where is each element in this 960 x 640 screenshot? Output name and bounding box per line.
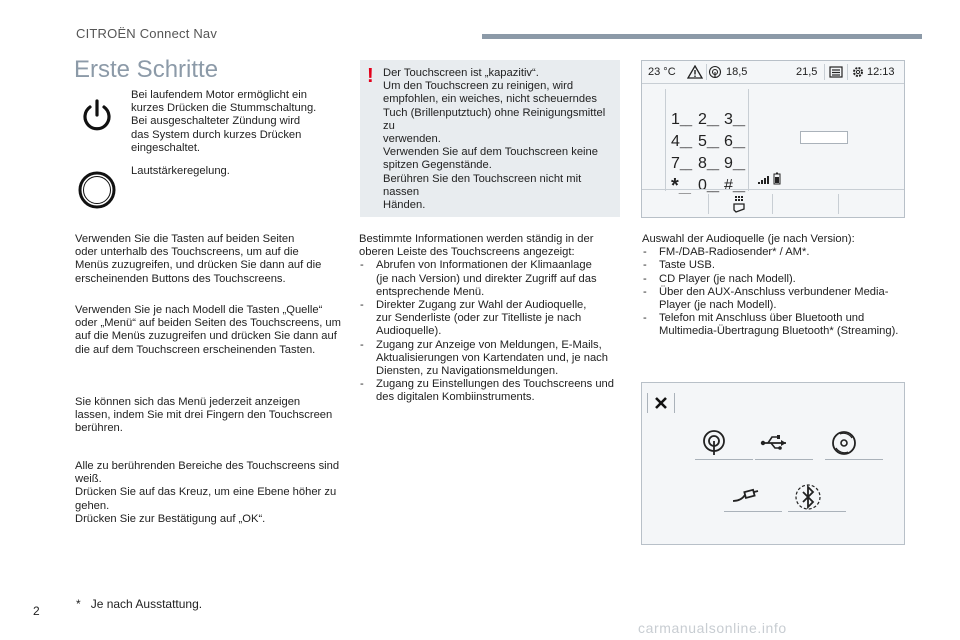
text-line: verwenden. (383, 133, 441, 146)
text-line: Player (je nach Modell). (659, 299, 777, 312)
keypad-key[interactable]: 0__ (698, 177, 720, 194)
text-line: Bestimmte Informationen werden ständig in der (359, 233, 594, 245)
text-line: Alle zu berührenden Bereiche des Touchscreens sind (75, 460, 340, 472)
keypad-key[interactable]: 2__ (698, 111, 720, 128)
keypad-key[interactable]: 9__ (724, 155, 746, 172)
header-title: CITROËN Connect Nav (76, 26, 218, 41)
battery-icon (773, 172, 781, 185)
text-line: Multimedia-Übertragung Bluetooth* (Streaming). (659, 325, 899, 338)
text-line: berühren. (75, 422, 123, 435)
keypad-key[interactable]: 5__ (698, 133, 720, 150)
text-line: gehen. (75, 499, 110, 512)
text-line: Verwenden Sie auf dem Touchscreen keine (383, 146, 598, 159)
text-line: oberen Leiste des Touchscreens angezeigt: (359, 246, 575, 259)
text-line: auf die Menüs zuzugreifen und drücken Sie dann auf (75, 330, 337, 343)
header-divider-bar (482, 34, 922, 39)
text-line: erscheinenden Buttons des Touchscreens. (75, 272, 286, 285)
source-underline (724, 511, 782, 512)
touchscreen-phone-illustration (641, 60, 905, 218)
text-line: - FM-/DAB-Radiosender* / AM*. (659, 246, 810, 259)
text-line: - CD Player (je nach Modell). (659, 272, 796, 285)
text-line: Berühren Sie den Touchscreen nicht mit nassen (383, 172, 582, 198)
dial-number-field[interactable] (800, 131, 848, 144)
text-line: Menüs zuzugreifen, und drücken Sie dann auf die (75, 259, 322, 272)
bar-divider (708, 194, 709, 214)
text-line: Diensten, zu Navigationsmeldungen. (376, 365, 559, 378)
text-line: empfohlen, ein weiches, nicht scheuerndes (383, 93, 597, 106)
volume-knob-icon (77, 170, 117, 210)
text-line: eingeschaltet. (131, 141, 201, 154)
paragraph-2 (75, 304, 360, 357)
list-item (642, 312, 932, 338)
keypad-key[interactable]: 7__ (671, 155, 693, 172)
list-item (359, 378, 629, 404)
bar-divider (674, 393, 675, 413)
touchscreen-source-illustration (641, 382, 905, 545)
footnote-mark: * (76, 597, 81, 611)
text-line: kurzes Drücken die Stummschaltung. (131, 102, 317, 115)
text-line: Bei laufendem Motor ermöglicht ein (131, 89, 307, 101)
text-line: das System durch kurzes Drücken (131, 128, 302, 141)
touchscreen-status-bar (642, 61, 904, 84)
text-line: Tuch (Brillenputztuch) ohne Reinigungsmittel zu (383, 106, 606, 132)
text-line: die auf dem Touchscreen erscheinenden Tasten. (75, 343, 316, 356)
text-line: lassen, indem Sie mit drei Fingern den Touchscreen (75, 409, 333, 422)
text-line: - Zugang zur Anzeige von Meldungen, E-Mails, (376, 338, 602, 351)
warning-exclamation-icon: ! (367, 65, 374, 87)
cd-icon[interactable] (826, 425, 862, 461)
paragraph-1 (75, 233, 355, 286)
settings-gear-icon[interactable] (851, 65, 865, 79)
source-underline (695, 459, 753, 460)
keypad-key[interactable]: 1__ (671, 111, 693, 128)
text-line: Sie können sich das Menü jederzeit anzeigen (75, 396, 301, 408)
keypad-key[interactable]: #__ (724, 177, 746, 194)
text-line: - Direkter Zugang zur Wahl der Audioquelle, (376, 299, 587, 312)
text-line: Aktualisierungen von Kartendaten und, je nach (376, 351, 608, 364)
keypad-key[interactable]: 4__ (671, 133, 693, 150)
list-item (642, 246, 932, 259)
power-icon (77, 96, 117, 136)
text-line: (je nach Version) und direkter Zugriff auf das (376, 272, 597, 285)
status-divider (706, 64, 707, 80)
list-item (642, 259, 932, 272)
power-button-description (131, 89, 331, 155)
text-line: - Über den AUX-Anschluss verbundener Media- (659, 285, 889, 298)
text-line: - Zugang zu Einstellungen des Touchscreens und (376, 378, 615, 391)
text-line: Drücken Sie auf das Kreuz, um eine Ebene höher zu (75, 486, 337, 499)
close-icon[interactable] (654, 396, 668, 410)
text-line: spitzen Gegenstände. (383, 159, 492, 172)
paragraph-4 (75, 460, 360, 526)
footnote-text: Je nach Ausstattung. (90, 597, 203, 611)
warning-triangle-icon[interactable] (687, 65, 703, 79)
page-number: 2 (33, 604, 40, 618)
keypad-key[interactable]: 3__ (724, 111, 746, 128)
aux-cable-icon[interactable] (727, 479, 763, 515)
bar-divider (772, 194, 773, 214)
text-line: Audioquelle). (376, 325, 442, 338)
text-line: Um den Touchscreen zu reinigen, wird (383, 80, 574, 93)
warning-text (383, 67, 619, 212)
usb-icon[interactable] (756, 425, 792, 461)
text-line: des digitalen Kombiinstruments. (376, 391, 535, 404)
list-item (642, 286, 932, 312)
messages-icon[interactable] (829, 66, 843, 78)
status-divider (824, 64, 825, 80)
radio-source-icon[interactable] (708, 65, 722, 79)
watermark: carmanualsonline.info (638, 620, 787, 636)
section-title: Erste Schritte (74, 56, 219, 83)
audio-source-list (642, 246, 932, 338)
text-line: - Abrufen von Informationen der Klimaanlage (376, 259, 592, 272)
source-underline (825, 459, 883, 460)
radio-source-icon[interactable] (696, 425, 732, 461)
text-line: Händen. (383, 199, 426, 212)
status-divider (847, 64, 848, 80)
text-line: - Taste USB. (659, 259, 715, 272)
text-line: weiß. (75, 473, 102, 486)
list-item (359, 339, 629, 379)
keypad-key-star[interactable]: *__ (671, 175, 692, 197)
status-bar-feature-list (359, 259, 629, 404)
bar-divider (838, 194, 839, 214)
source-underline (755, 459, 813, 460)
volume-description: Lautstärkeregelung. (131, 165, 230, 177)
clock-time: 12:13 (867, 66, 895, 78)
text-line: Verwenden Sie die Tasten auf beiden Seiten (75, 233, 295, 245)
text-line: Auswahl der Audioquelle (je nach Version): (642, 233, 855, 245)
phone-keypad-icon[interactable] (731, 195, 747, 213)
radio-frequency: 18,5 (726, 66, 748, 78)
text-line: - Telefon mit Anschluss über Bluetooth und (659, 312, 865, 325)
text-line: entsprechende Menü. (376, 285, 485, 298)
signal-strength-icon (757, 173, 771, 185)
temperature-right[interactable]: 21,5 (796, 66, 818, 78)
text-line: zur Senderliste (oder zur Titelliste je nach (376, 312, 582, 325)
bar-divider (647, 393, 648, 413)
text-line: Drücken Sie zur Bestätigung auf „OK“. (75, 512, 266, 525)
status-bar-description (359, 233, 629, 405)
bluetooth-streaming-icon[interactable] (790, 479, 826, 515)
list-item (642, 273, 932, 286)
text-line: Verwenden Sie je nach Modell die Tasten „Quelle“ (75, 304, 323, 316)
list-item (359, 299, 629, 339)
source-underline (788, 511, 846, 512)
paragraph-3 (75, 396, 360, 436)
keypad-key[interactable]: 6__ (724, 133, 746, 150)
audio-source-description (642, 233, 932, 339)
text-line: oder „Menü“ auf beiden Seiten des Touchscreens, um (75, 317, 341, 330)
text-line: Bei ausgeschalteter Zündung wird (131, 115, 301, 128)
keypad-key[interactable]: 8__ (698, 155, 720, 172)
footnote (76, 597, 202, 611)
touchscreen-bottom-bar (642, 189, 904, 218)
text-line: Der Touchscreen ist „kapazitiv“. (383, 67, 539, 79)
phone-keypad (665, 89, 749, 197)
list-item (359, 259, 629, 299)
text-line: oder unterhalb des Touchscreens, um auf die (75, 246, 299, 259)
temperature-left[interactable]: 23 °C (648, 66, 676, 78)
